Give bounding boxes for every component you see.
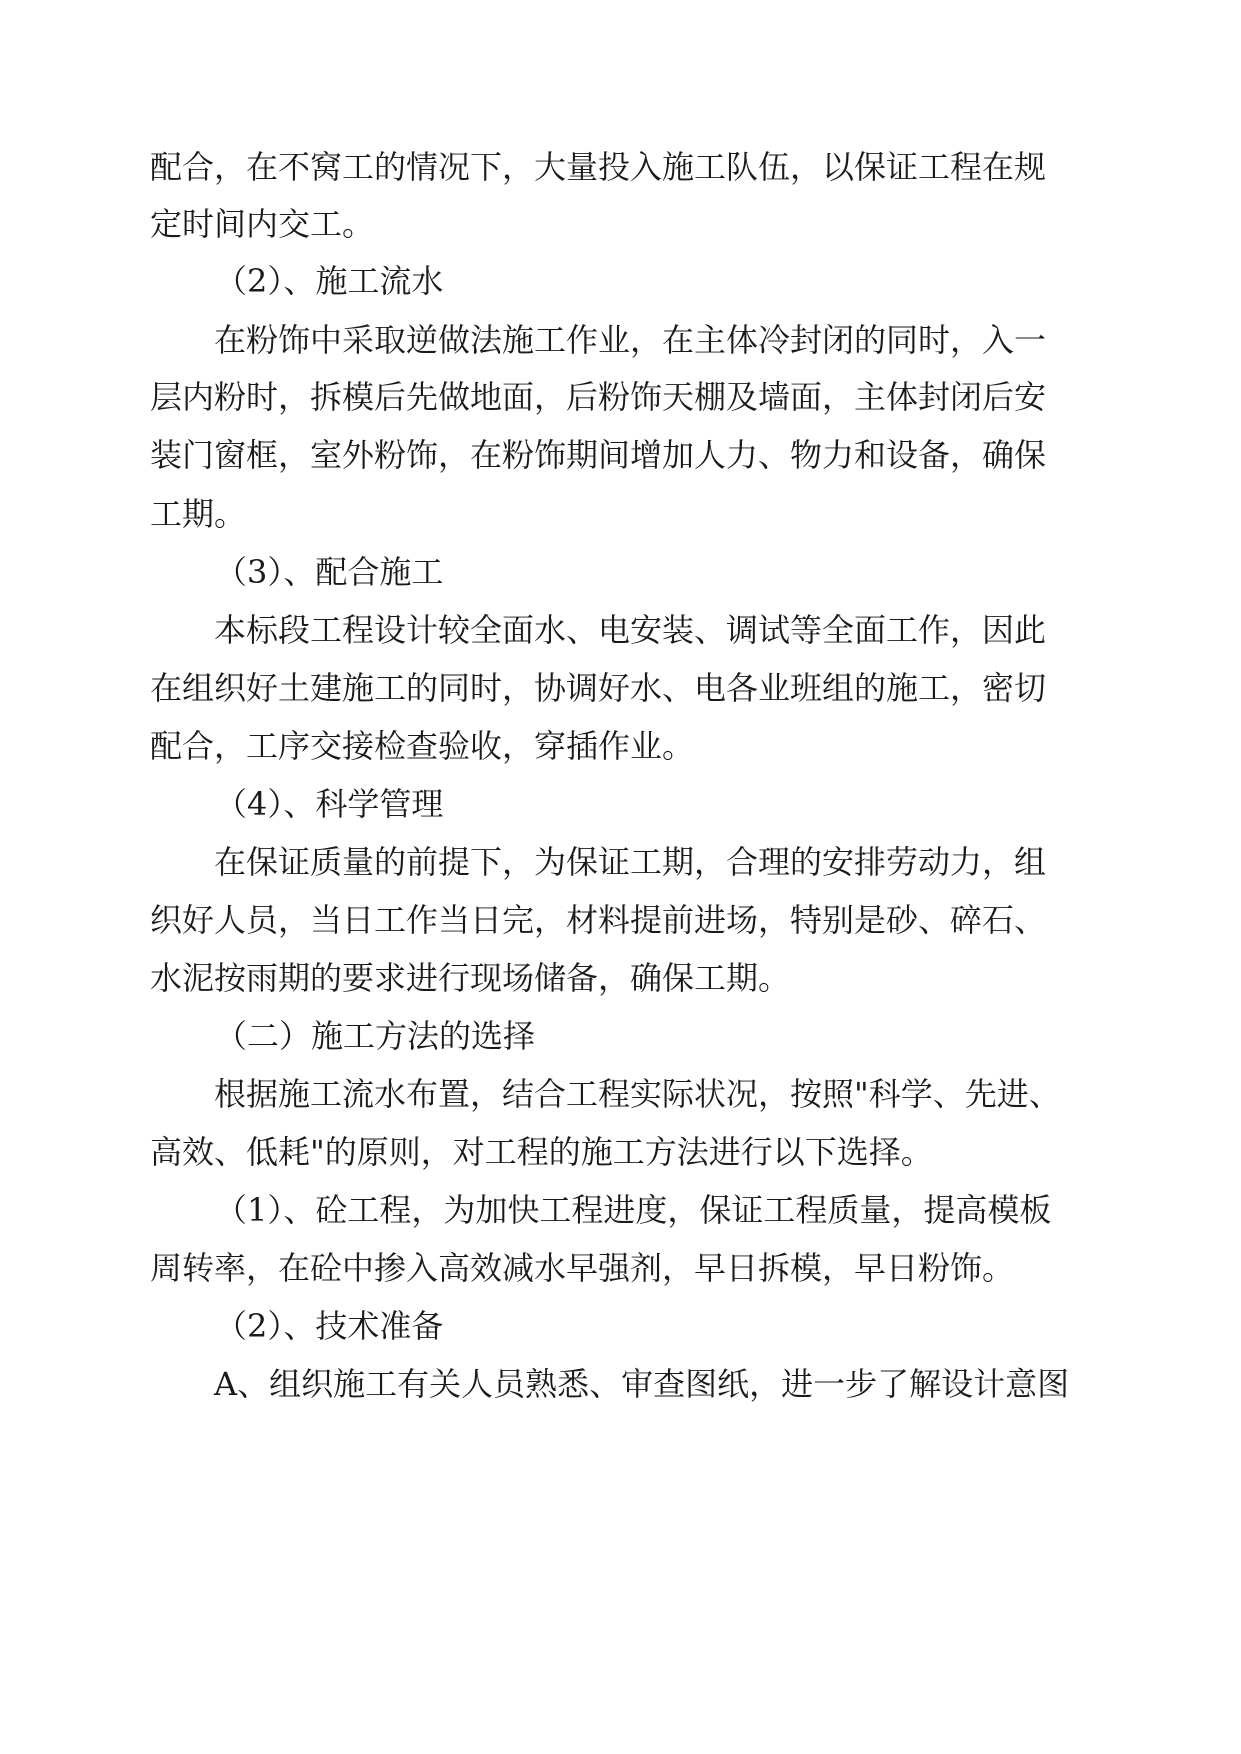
text-line: 定时间内交工。 [150,205,375,243]
paragraph-first-line: 在粉饰中采取逆做法施工作业，在主体冷封闭的同时，入一 [214,321,1047,359]
section-heading: （2）、技术准备 [215,1307,444,1345]
text-line: 在组织好土建施工的同时，协调好水、电各业班组的施工，密切 [150,669,1047,707]
text-line: 装门窗框，室外粉饰，在粉饰期间增加人力、物力和设备，确保 [150,436,1047,474]
text-line: 配合，工序交接检查验收，穿插作业。 [150,727,695,765]
text-line: 配合，在不窝工的情况下，大量投入施工队伍，以保证工程在规 [150,148,1047,186]
paragraph-first-line: （1）、砼工程，为加快工程进度，保证工程质量，提高模板 [215,1191,1052,1229]
text-line: 织好人员，当日工作当日完，材料提前进场，特别是砂、碎石、 [150,901,1047,939]
section-heading: （二）施工方法的选择 [215,1017,536,1055]
text-line: 周转率，在砼中掺入高效减水早强剂，早日拆模，早日粉饰。 [150,1249,1015,1287]
section-heading: （3）、配合施工 [215,553,444,591]
text-line: 工期。 [150,495,247,533]
text-line: 层内粉时，拆模后先做地面，后粉饰天棚及墙面，主体封闭后安 [150,378,1047,416]
text-line: 高效、低耗"的原则，对工程的施工方法进行以下选择。 [150,1133,933,1171]
paragraph-first-line: 在保证质量的前提下，为保证工期，合理的安排劳动力，组 [214,843,1047,881]
paragraph-first-line: 本标段工程设计较全面水、电安装、调试等全面工作，因此 [214,611,1047,649]
section-heading: （4）、科学管理 [215,785,444,823]
section-heading: （2）、施工流水 [215,262,444,300]
paragraph-first-line: 根据施工流水布置，结合工程实际状况，按照"科学、先进、 [214,1075,1061,1113]
text-line: 水泥按雨期的要求进行现场储备，确保工期。 [150,959,791,997]
paragraph-first-line: A、组织施工有关人员熟悉、审查图纸，进一步了解设计意图 [214,1365,1070,1403]
